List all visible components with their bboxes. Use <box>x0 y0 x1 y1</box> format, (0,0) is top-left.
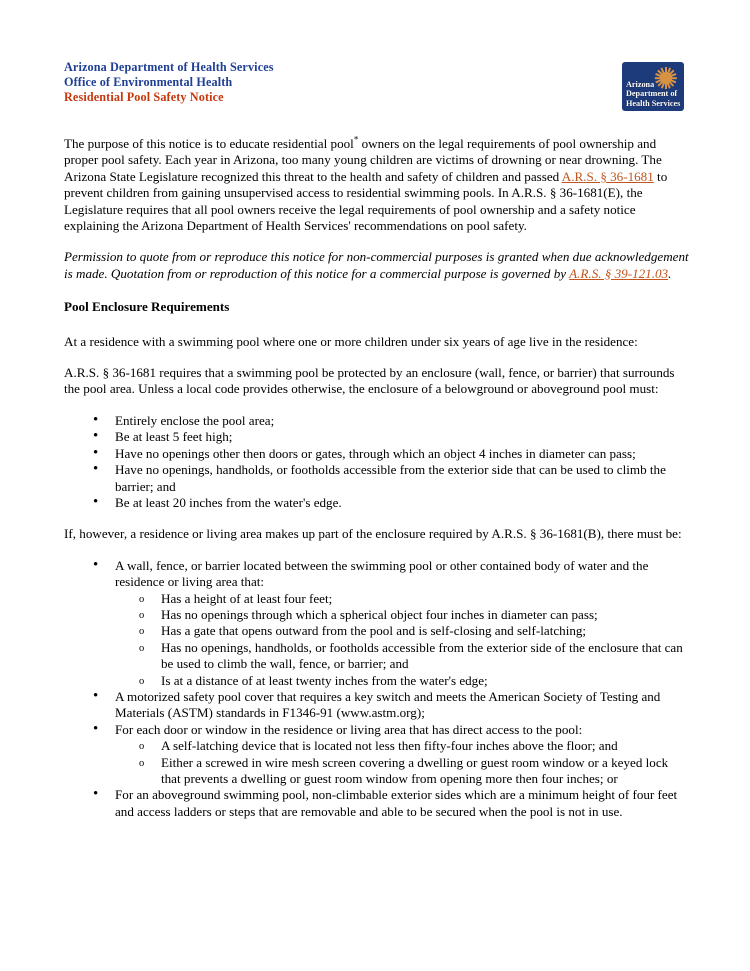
footnote-asterisk: * <box>353 134 359 145</box>
intro-paragraph <box>64 136 690 234</box>
logo-line-1: Arizona <box>626 79 655 89</box>
list-item <box>115 722 690 788</box>
document-title: Residential Pool Safety Notice <box>64 90 224 105</box>
sub-list <box>115 738 690 787</box>
sub-list-item: o Has a height of at least four feet; <box>161 591 690 607</box>
list-item-text: A motorized safety pool cover that requires a key switch and meets the American Society of Testing and Materials (ASTM) standards in F1346-91 (www.astm.org); <box>115 688 661 721</box>
sub-list-item: o A self-latching device that is located not less then fifty-four inches above the floor; and <box>161 738 690 754</box>
document-masthead <box>64 60 684 111</box>
logo-line-3: Health Services <box>626 98 681 108</box>
permission-text-part-2: . <box>668 265 672 281</box>
list-item: • Have no openings, handholds, or footholds accessible from the exterior side that can be used to climb the barrier; and <box>115 462 690 495</box>
intro-text-part-3: to prevent children from gaining unsupervised access to residential swimming pools. In A.R.S. § 36-1681(E), the Legislature requires that all pool owners receive the legal requirements of pool ownership and a safety notice explaining the Arizona Department of Health Services' recommendations on pool safety. <box>64 168 668 234</box>
sub-list-item: o Has a gate that opens outward from the pool and is self-closing and self-latching; <box>161 623 690 639</box>
permission-paragraph <box>64 249 690 282</box>
sub-list <box>115 591 690 689</box>
sub-list-item: o Is at a distance of at least twenty inches from the water's edge; <box>161 673 690 689</box>
enclosure-requirements-list <box>64 413 690 511</box>
sub-list-item: o Either a screwed in wire mesh screen covering a dwelling or guest room window or a keyed lock that prevents a dwelling or guest room window from opening more then four inches; or <box>161 755 690 788</box>
document-body <box>64 136 690 835</box>
adhs-logo <box>622 62 684 111</box>
ars-36-1681-link[interactable]: A.R.S. § 36-1681 <box>561 168 654 184</box>
pool-enclosure-heading: Pool Enclosure Requirements <box>64 299 230 315</box>
permission-text-part-1: Permission to quote from or reproduce this notice for non-commercial purposes is granted when due acknowledgement is made. Quotation from or reproduction of this notice for a commercial purpose is governed by <box>64 249 689 281</box>
list-item <box>115 787 690 820</box>
list-item: • Be at least 20 inches from the water's edge. <box>115 495 690 511</box>
intro-text-part-2: owners on the legal requirements of pool ownership and proper pool safety. Each year in Arizona, too many young children are victims of drowning or near drowning. The Arizona State Legislature recognized this threat to the health and safety of children and passed <box>64 136 662 184</box>
residence-intro-paragraph: At a residence with a swimming pool where one or more children under six years of age live in the residence: <box>64 333 638 349</box>
list-item-text: A wall, fence, or barrier located between the swimming pool or other contained body of water and the residence or living area that: <box>115 557 649 590</box>
list-item <box>115 558 690 689</box>
ars-39-121-03-link[interactable]: A.R.S. § 39-121.03 <box>569 265 669 281</box>
sub-list-item: o Has no openings through which a spherical object four inches in diameter can pass; <box>161 607 690 623</box>
agency-title-block <box>64 60 274 106</box>
list-item <box>115 689 690 722</box>
list-item: • Have no openings other then doors or gates, through which an object 4 inches in diameter can pass; <box>115 446 690 462</box>
enclosure-intro-paragraph: A.R.S. § 36-1681 requires that a swimming pool be protected by an enclosure (wall, fence, or barrier) that surrounds the pool area. Unless a local code provides otherwise, the enclosure of a belowground or aboveground pool must: <box>64 365 675 397</box>
residence-requirements-list <box>64 558 690 821</box>
sub-list-item: o Has no openings, handholds, or footholds accessible from the exterior side of the enclosure that can be used to climb the wall, fence, or barrier; and <box>161 640 690 673</box>
list-item-text: For each door or window in the residence or living area that has direct access to the pool: <box>115 721 583 737</box>
agency-name: Arizona Department of Health Services <box>64 60 274 74</box>
logo-line-2: Department of <box>626 89 678 99</box>
list-item-text: For an aboveground swimming pool, non-climbable exterior sides which are a minimum height of four feet and access ladders or steps that are removable and able to be secured when the pool is not in use. <box>115 787 678 819</box>
intro-text-part-1: The purpose of this notice is to educate residential pool <box>64 136 354 151</box>
list-item: • Be at least 5 feet high; <box>115 429 690 445</box>
residence-enclosure-intro-paragraph: If, however, a residence or living area makes up part of the enclosure required by A.R.S. § 36-1681(B), there must be: <box>64 526 682 542</box>
logo-text <box>626 80 680 108</box>
office-name: Office of Environmental Health <box>64 75 233 90</box>
list-item: • Entirely enclose the pool area; <box>115 413 690 429</box>
